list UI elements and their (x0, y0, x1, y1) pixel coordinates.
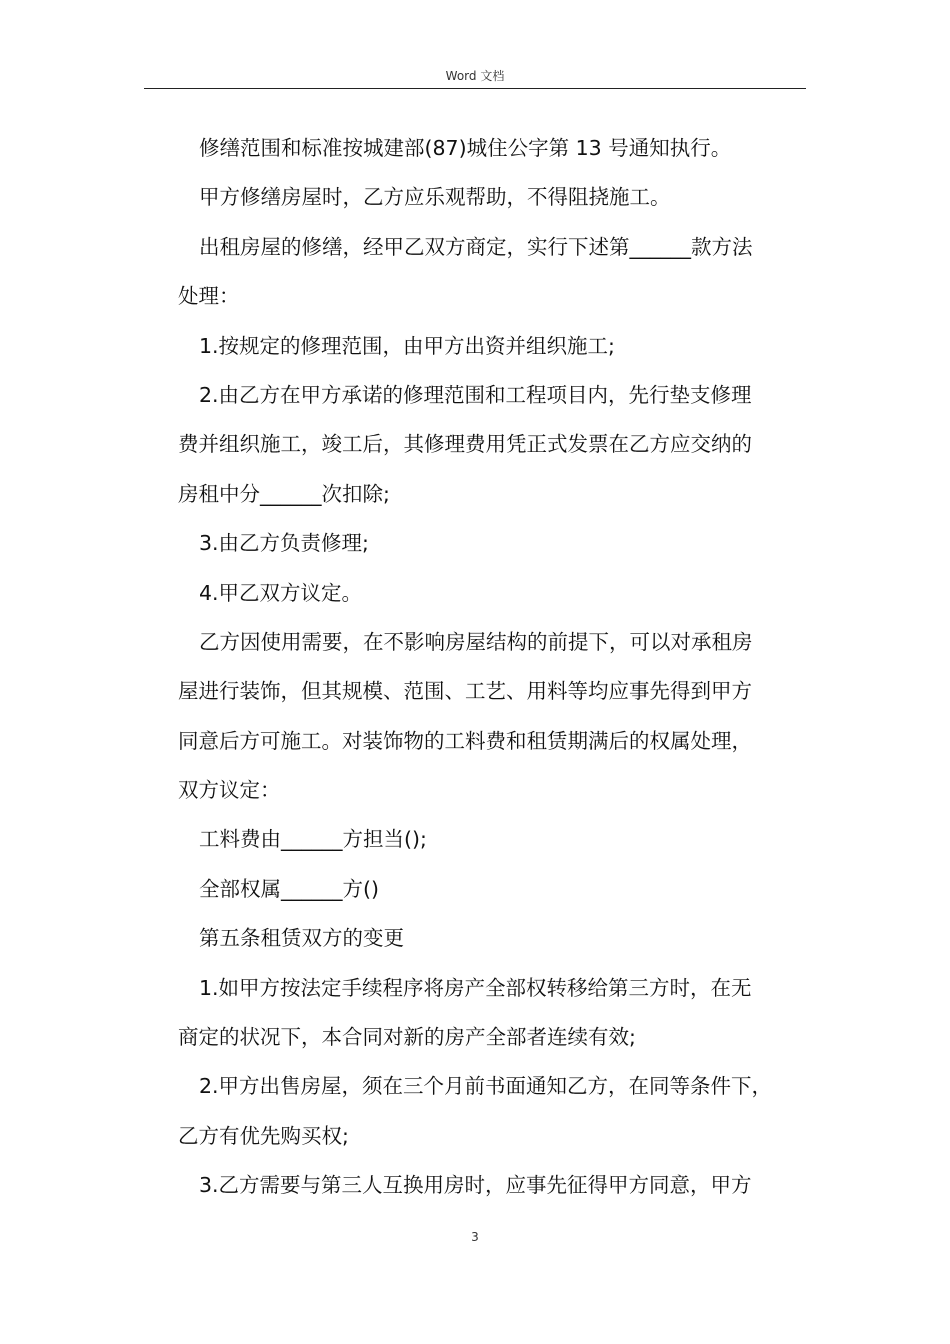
paragraph-line: 甲方修缮房屋时，乙方应乐观帮助，不得阻挠施工。 (199, 185, 671, 210)
paragraph-line: 2.甲方出售房屋，须在三个月前书面通知乙方，在同等条件下， (199, 1074, 773, 1099)
paragraph-line: 1.按规定的修理范围，由甲方出资并组织施工; (199, 333, 615, 358)
paragraph-line: 屋进行装饰，但其规模、范围、工艺、用料等均应事先得到甲方 (178, 679, 752, 704)
paragraph-line: 3.乙方需要与第三人互换用房时，应事先征得甲方同意，甲方 (199, 1173, 752, 1198)
paragraph-line: 处理： (178, 284, 240, 309)
paragraph-line: 双方议定： (178, 778, 281, 803)
paragraph-line: 1.如甲方按法定手续程序将房产全部权转移给第三方时，在无 (199, 975, 752, 1000)
paragraph-line: 2.由乙方在甲方承诺的修理范围和工程项目内，先行垫支修理 (199, 382, 752, 407)
paragraph-line: 修缮范围和标准按城建部(87)城住公字第 13 号通知执行。 (199, 136, 732, 160)
paragraph-line: 费并组织施工，竣工后，其修理费用凭正式发票在乙方应交纳的 (178, 432, 752, 457)
paragraph-line: 出租房屋的修缮，经甲乙双方商定，实行下述第______款方法 (199, 234, 753, 259)
paragraph-line: 3.由乙方负责修理; (199, 531, 369, 556)
header-title: Word 文档 (445, 69, 505, 83)
paragraph-line: 乙方有优先购买权; (178, 1123, 349, 1148)
paragraph-line: 乙方因使用需要，在不影响房屋结构的前提下，可以对承租房 (199, 629, 753, 654)
section-heading: 第五条租赁双方的变更 (199, 926, 404, 951)
paragraph-line: 4.甲乙双方议定。 (199, 580, 363, 605)
paragraph-line: 同意后方可施工。对装饰物的工料费和租赁期满后的权属处理， (178, 728, 752, 753)
paragraph-line: 工料费由______方担当(); (199, 827, 427, 852)
document-body (178, 124, 808, 1211)
paragraph-line: 商定的状况下，本合同对新的房产全部者连续有效; (178, 1025, 636, 1050)
paragraph-line: 房租中分______次扣除; (178, 481, 390, 506)
paragraph-line: 全部权属______方() (199, 876, 379, 901)
page-number: 3 (471, 1230, 479, 1244)
page-header (144, 66, 806, 89)
